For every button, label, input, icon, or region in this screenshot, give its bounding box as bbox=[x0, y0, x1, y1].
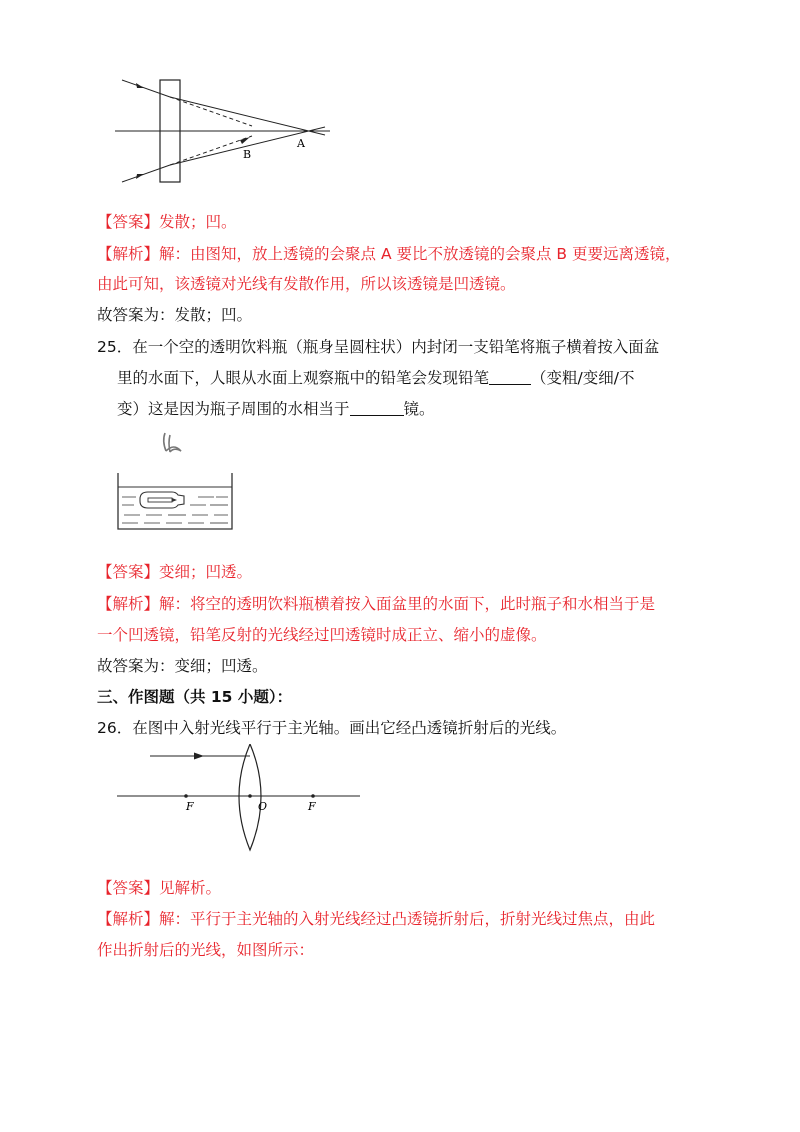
q25-question-line1: 25．在一个空的透明饮料瓶（瓶身呈圆柱状）内封闭一支铅笔将瓶子横着按入面盆 bbox=[97, 338, 660, 356]
focus-left-dot bbox=[184, 794, 188, 798]
answer-text: 发散；凹。 bbox=[159, 213, 237, 231]
ray-upper-out bbox=[170, 97, 325, 135]
analysis-text: 解：将空的透明饮料瓶横着按入面盆里的水面下，此时瓶子和水相当于是 bbox=[159, 595, 656, 613]
q25-analysis-line2: 一个凹透镜，铅笔反射的光线经过凹透镜时成正立、缩小的虚像。 bbox=[97, 626, 547, 644]
ray-upper-dashed bbox=[170, 97, 252, 126]
label-b: B bbox=[243, 148, 252, 161]
q25-text: 变）这是因为瓶子周围的水相当于 bbox=[117, 400, 350, 418]
analysis-text: 解：由图知，放上透镜的会聚点 A 要比不放透镜的会聚点 B 更要远离透镜， bbox=[159, 245, 681, 263]
q26-answer bbox=[97, 877, 221, 899]
ray-upper-in bbox=[122, 80, 170, 97]
ray-lower-in bbox=[122, 165, 170, 182]
q25-question-line2 bbox=[117, 367, 634, 389]
label-f-left: F bbox=[186, 800, 194, 813]
q24-diagram bbox=[110, 70, 340, 190]
answer-text: 见解析。 bbox=[159, 879, 222, 897]
answer-tag: 【答案】 bbox=[97, 879, 160, 897]
optical-center-dot bbox=[248, 794, 252, 798]
analysis-text: 解：平行于主光轴的入射光线经过凸透镜折射后，折射光线过焦点，由此 bbox=[159, 910, 656, 928]
answer-tag: 【答案】 bbox=[97, 213, 160, 231]
analysis-tag: 【解析】 bbox=[97, 245, 160, 263]
section-title: 三、作图题（共 15 小题）： bbox=[97, 688, 293, 706]
q25-text: 里的水面下，人眼从水面上观察瓶中的铅笔会发现铅笔 bbox=[117, 369, 490, 387]
q25-question-line3 bbox=[117, 398, 435, 420]
label-a: A bbox=[297, 137, 305, 150]
analysis-tag: 【解析】 bbox=[97, 595, 160, 613]
q26-analysis-line1 bbox=[97, 908, 655, 930]
q26-question: 26．在图中入射光线平行于主光轴。画出它经凸透镜折射后的光线。 bbox=[97, 719, 567, 737]
q25-text: 镜。 bbox=[403, 400, 435, 418]
answer-blank bbox=[489, 370, 531, 385]
label-f-right: F bbox=[308, 800, 316, 813]
eye-icon bbox=[164, 433, 181, 452]
q24-conclusion: 故答案为：发散；凹。 bbox=[97, 306, 253, 324]
q24-analysis-line1 bbox=[97, 243, 680, 265]
q25-analysis-line1 bbox=[97, 593, 655, 615]
answer-tag: 【答案】 bbox=[97, 563, 160, 581]
q25-text: （变粗/变细/不 bbox=[531, 369, 635, 387]
q25-answer bbox=[97, 561, 252, 583]
q25-conclusion: 故答案为：变细；凹透。 bbox=[97, 657, 268, 675]
pencil bbox=[148, 498, 172, 502]
q26-diagram bbox=[112, 744, 367, 856]
label-o: O bbox=[258, 800, 268, 813]
arrow-incident bbox=[194, 753, 204, 760]
analysis-tag: 【解析】 bbox=[97, 910, 160, 928]
q24-answer bbox=[97, 211, 237, 233]
answer-text: 变细；凹透。 bbox=[159, 563, 253, 581]
q24-analysis-line2: 由此可知，该透镜对光线有发散作用，所以该透镜是凹透镜。 bbox=[97, 275, 516, 293]
q26-analysis-line2: 作出折射后的光线，如图所示： bbox=[97, 941, 315, 959]
q25-diagram bbox=[110, 425, 240, 540]
ray-lower-dashed bbox=[170, 136, 252, 165]
focus-right-dot bbox=[311, 794, 315, 798]
answer-blank bbox=[350, 401, 404, 416]
